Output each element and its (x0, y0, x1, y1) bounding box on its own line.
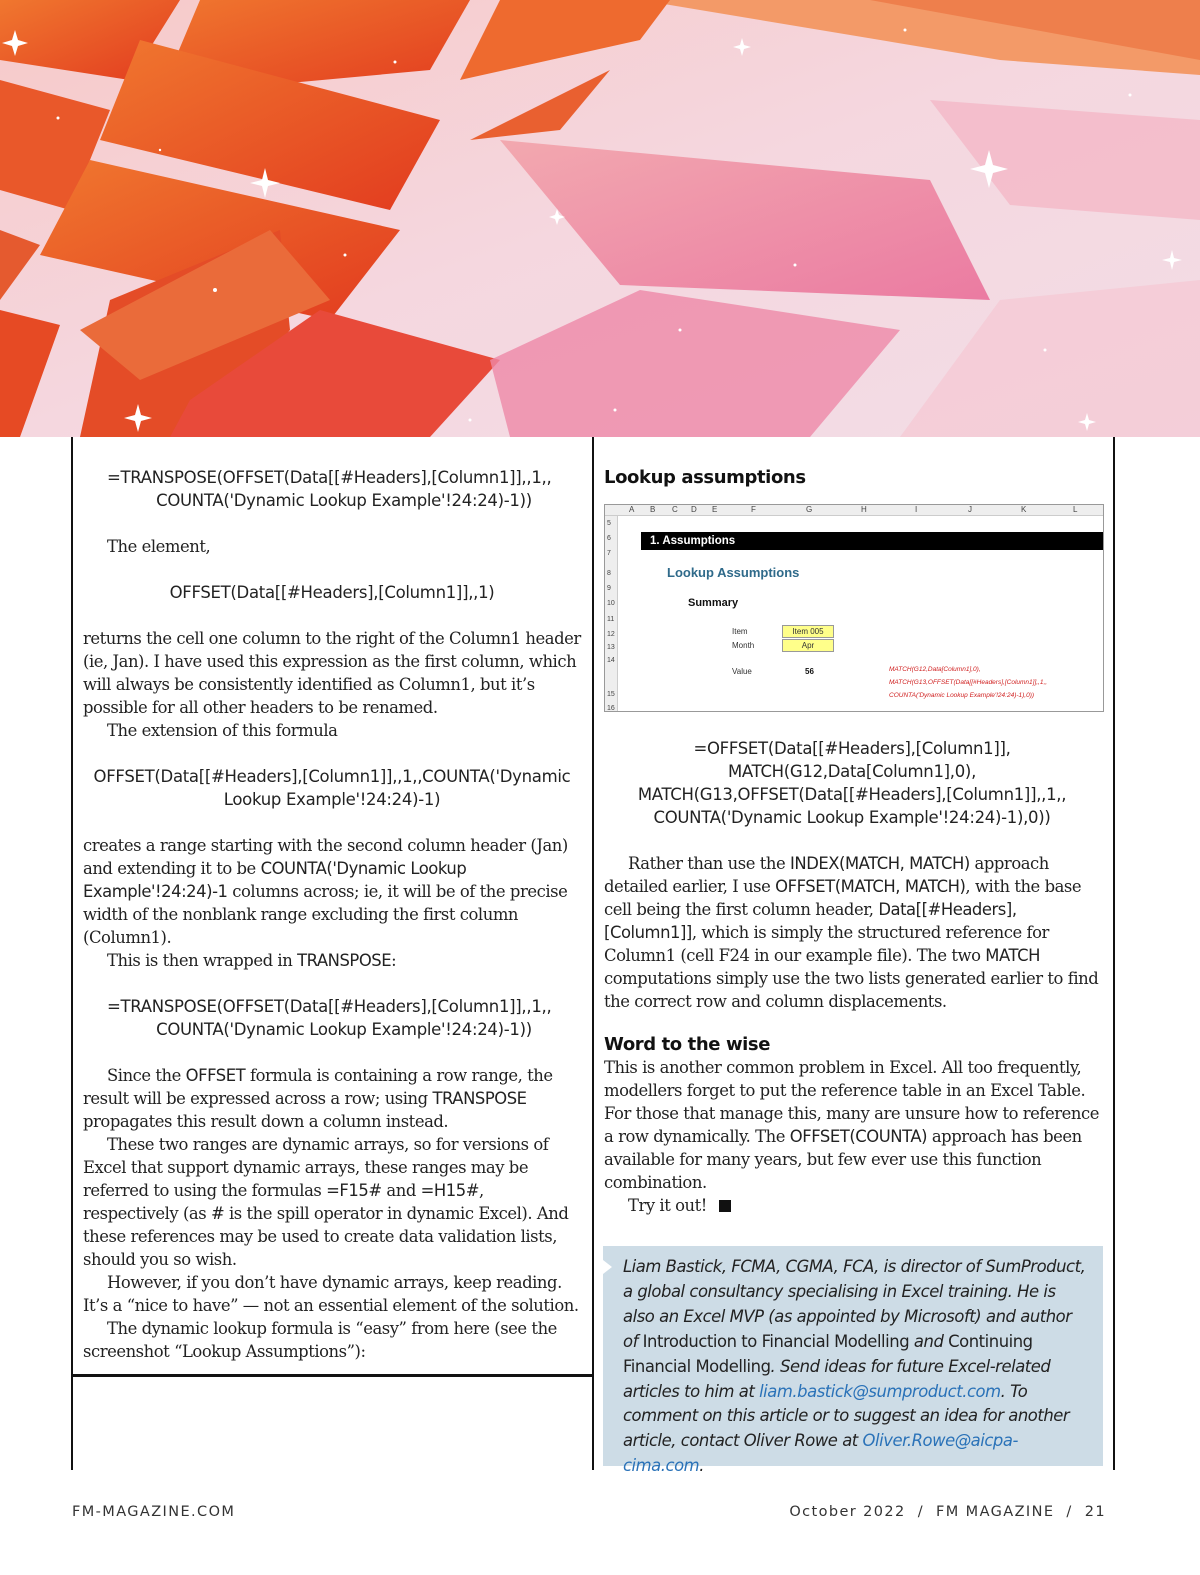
paragraph: Try it out! (604, 1194, 1100, 1217)
abstract-geometric-art (0, 0, 1200, 437)
row-header-bar: 5 6 7 8 9 10 11 12 13 14 15 16 (605, 516, 618, 711)
formula-line: OFFSET(Data[[#Headers],[Column1]],,1,,COUNTA('Dynamic (93, 767, 571, 786)
item-input-cell: Item 005 (782, 625, 834, 638)
end-mark-icon (719, 1200, 731, 1212)
formula-annotation: MATCH(G12,Data[Column1],0), (889, 666, 981, 673)
email-link-editor[interactable]: Oliver.Rowe@aicpa-cima.com (623, 1431, 1018, 1476)
paragraph: returns the cell one column to the right of the Column1 header (ie, Jan). I have used this expression as the first column, which will always be consistently identified as Column1, but it’s possible for all other headers to be renamed. (83, 629, 581, 717)
month-label: Month (732, 641, 755, 650)
paragraph: However, if you don’t have dynamic arrays, keep reading. It’s a “nice to have” — not an essential element of the solution. (83, 1273, 579, 1315)
paragraph: Since the OFFSET formula is containing a row range, the result will be expressed across a row; using TRANSPOSE propagates this result down a column instead. (83, 1066, 553, 1131)
right-column (604, 466, 1100, 1217)
formula-line: MATCH(G12,Data[Column1],0), (727, 762, 977, 781)
excel-screenshot (604, 504, 1104, 712)
author-bio-text: Liam Bastick, FCMA, CGMA, FCA, is director of SumProduct, a global consultancy specialising in Excel training. He is also an Excel MVP (as appointed by Microsoft) and author of Introduction to Financial Modelling and Continuing Financial Modelling. Send ideas for future Excel-related articles to him at liam.bastick@sumproduct.com. To comment on this article or to suggest an idea for another article, contact Oliver Rowe at Oliver.Rowe@aicpa-cima.com. (623, 1257, 1086, 1476)
footer-site: FM-MAGAZINE.COM (72, 1504, 236, 1520)
formula-line: Lookup Example'!24:24)-1) (223, 790, 441, 809)
formula-line: COUNTA('Dynamic Lookup Example'!24:24)-1)) (156, 1020, 532, 1039)
footer-page-info: October 2022 / FM MAGAZINE / 21 (789, 1504, 1106, 1520)
paragraph: The dynamic lookup formula is “easy” from here (see the screenshot “Lookup Assumptions”): (83, 1319, 557, 1361)
author-bio-box (603, 1246, 1103, 1476)
hero-image (0, 0, 1200, 437)
left-column-end-rule (71, 1374, 594, 1377)
lookup-assumptions-title: Lookup Assumptions (667, 565, 800, 580)
item-label: Item (732, 627, 748, 636)
formula-annotation: MATCH(G13,OFFSET(Data[[#Headers],[Column1]],,1,, (889, 679, 1048, 686)
formula-line: =TRANSPOSE(OFFSET(Data[[#Headers],[Column1]],,1,, (107, 997, 552, 1016)
column-header-bar: A B C D E F G H I J K L (605, 505, 1103, 516)
section-heading: Lookup assumptions (604, 467, 806, 488)
formula-line: =OFFSET(Data[[#Headers],[Column1]], (693, 739, 1011, 758)
formula-line: MATCH(G13,OFFSET(Data[[#Headers],[Column1]],,1,, (637, 785, 1067, 804)
formula-annotation: COUNTA('Dynamic Lookup Example'!24:24)-1),0)) (889, 692, 1035, 699)
formula-offset-element: OFFSET(Data[[#Headers],[Column1]],,1) (169, 583, 495, 602)
formula-transpose-2 (83, 995, 581, 1041)
section-heading: Word to the wise (604, 1034, 771, 1055)
column-divider-rule (592, 437, 594, 1470)
formula-line: =TRANSPOSE(OFFSET(Data[[#Headers],[Column1]],,1,, (107, 468, 552, 487)
month-input-cell: Apr (782, 639, 834, 652)
formula-dynamic-lookup (604, 737, 1100, 829)
formula-line: COUNTA('Dynamic Lookup Example'!24:24)-1)) (156, 491, 532, 510)
summary-label: Summary (688, 597, 739, 609)
paragraph: Rather than use the INDEX(MATCH, MATCH) approach detailed earlier, I use OFFSET(MATCH, MATCH), with the base cell being the first column header, Data[[#Headers],[Column1]], which is simply the structured reference for Column1 (cell F24 in our example file). The two MATCH computations simply use the two lists generated earlier to find the correct row and column displacements. (604, 854, 1099, 1011)
left-column (83, 466, 581, 1363)
paragraph: These two ranges are dynamic arrays, so for versions of Excel that support dynamic arrays, these ranges may be referred to using the formulas =F15# and =H15#, respectively (as # is the spill operator in dynamic Excel). And these references may be used to create data validation lists, should you so wish. (83, 1135, 569, 1269)
triangle-marker-icon (603, 1260, 612, 1274)
paragraph: The extension of this formula (107, 721, 338, 740)
right-border-rule (1113, 437, 1115, 1470)
paragraph: creates a range starting with the second column header (Jan) and extending it to be COUNTA('Dynamic Lookup Example'!24:24)-1 columns across; ie, it will be of the precise width of the nonblank range excluding the first column (Column1). (83, 836, 568, 947)
formula-line: COUNTA('Dynamic Lookup Example'!24:24)-1),0)) (653, 808, 1051, 827)
paragraph: The element, (107, 537, 211, 556)
value-label: Value (732, 667, 752, 676)
email-link-author[interactable]: liam.bastick@sumproduct.com (759, 1381, 1001, 1401)
formula-offset-extension (83, 765, 581, 811)
value-cell: 56 (805, 667, 814, 676)
formula-transpose-1 (83, 466, 581, 512)
paragraph: This is another common problem in Excel. All too frequently, modellers forget to put the reference table in an Excel Table. For those that manage this, many are unsure how to reference a row dynamically. The OFFSET(COUNTA) approach has been available for many years, but few ever use this function combination. (604, 1058, 1099, 1192)
paragraph: This is then wrapped in TRANSPOSE: (107, 951, 397, 970)
left-border-rule (71, 437, 73, 1470)
assumptions-banner: 1. Assumptions (641, 532, 1104, 550)
